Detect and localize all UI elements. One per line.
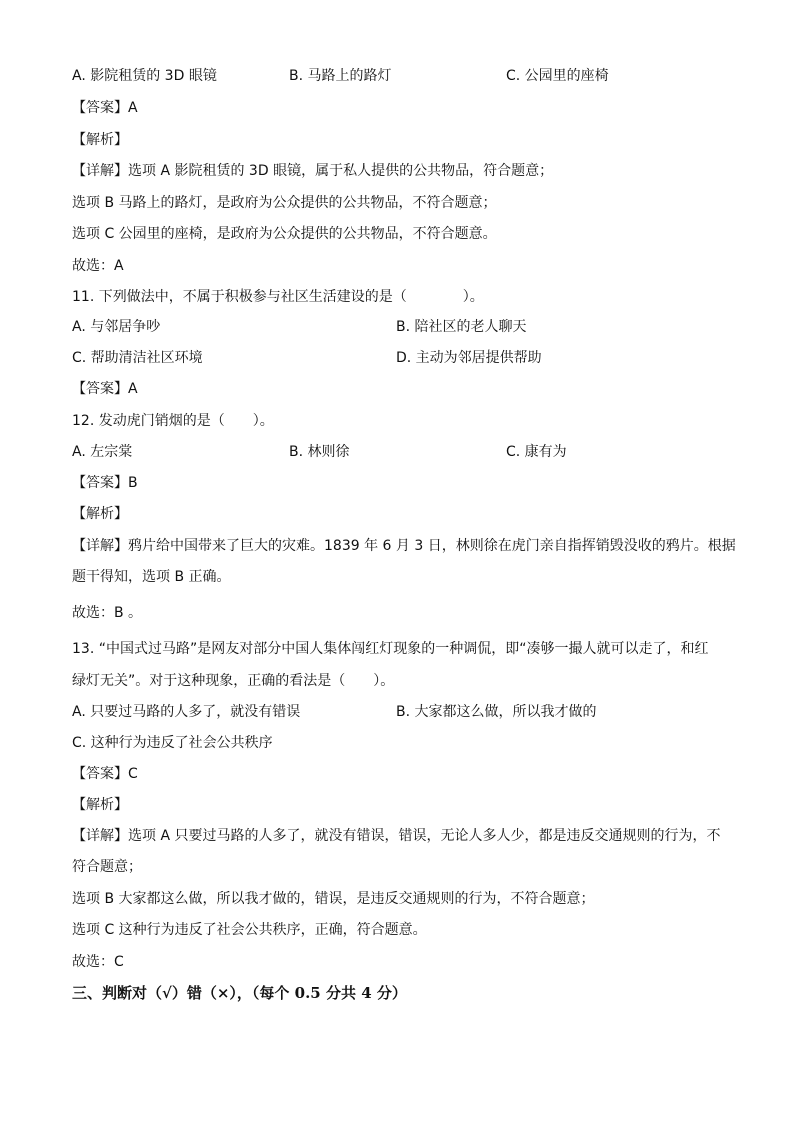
q10-option-b: B. 马路上的路灯 (289, 68, 392, 84)
q10-detail-line: 【详解】选项 A 影院租赁的 3D 眼镜，属于私人提供的公共物品，符合题意； (72, 163, 554, 179)
q12-question: 12. 发动虎门销烟的是（ ）。 (72, 413, 274, 429)
q11-question: 11. 下列做法中，不属于积极参与社区生活建设的是（ ）。 (72, 289, 484, 305)
q12-option-a: A. 左宗棠 (72, 444, 133, 460)
q10-conclusion: 故选：A (72, 258, 124, 274)
q13-conclusion: 故选：C (72, 954, 124, 970)
q13-option-b: B. 大家都这么做，所以我才做的 (396, 704, 597, 720)
q10-answer: 【答案】A (72, 100, 138, 116)
q13-option-a: A. 只要过马路的人多了，就没有错误 (72, 704, 301, 720)
q13-answer: 【答案】C (72, 766, 138, 782)
q13-detail-line: 选项 B 大家都这么做，所以我才做的，错误，是违反交通规则的行为，不符合题意； (72, 891, 595, 907)
q10-option-a: A. 影院租赁的 3D 眼镜 (72, 68, 217, 84)
q12-answer: 【答案】B (72, 475, 138, 491)
q12-detail-line: 【详解】鸦片给中国带来了巨大的灾难。1839 年 6 月 3 日，林则徐在虎门亲自指挥销毁没收的鸦片。根据 (72, 538, 736, 554)
q13-analysis-label: 【解析】 (72, 797, 128, 813)
q11-option-d: D. 主动为邻居提供帮助 (396, 350, 542, 366)
q13-option-c: C. 这种行为违反了社会公共秩序 (72, 735, 273, 751)
q11-option-a: A. 与邻居争吵 (72, 319, 161, 335)
q13-detail-line: 【详解】选项 A 只要过马路的人多了，就没有错误，错误，无论人多人少，都是违反交通规则的行为，不 (72, 828, 721, 844)
q11-answer: 【答案】A (72, 381, 138, 397)
q12-option-b: B. 林则徐 (289, 444, 350, 460)
q12-conclusion: 故选：B 。 (72, 605, 143, 621)
q12-analysis-label: 【解析】 (72, 506, 128, 522)
q13-question-line: 13. “中国式过马路”是网友对部分中国人集体闯红灯现象的一种调侃，即“凑够一撮人就可以走了，和红 (72, 641, 709, 657)
q13-detail-line: 选项 C 这种行为违反了社会公共秩序，正确，符合题意。 (72, 922, 427, 938)
q13-question-line: 绿灯无关”。对于这种现象，正确的看法是（ ）。 (72, 673, 395, 689)
q11-option-c: C. 帮助清洁社区环境 (72, 350, 203, 366)
q11-option-b: B. 陪社区的老人聊天 (396, 319, 527, 335)
section-heading: 三、判断对（√）错（×），（每个 0.5 分共 4 分） (72, 984, 407, 1002)
q10-option-c: C. 公园里的座椅 (506, 68, 609, 84)
q10-analysis-label: 【解析】 (72, 132, 128, 148)
q12-detail-line: 题干得知，选项 B 正确。 (72, 569, 231, 585)
q13-detail-line: 符合题意； (72, 859, 142, 875)
q12-option-c: C. 康有为 (506, 444, 567, 460)
q10-detail-line: 选项 C 公园里的座椅，是政府为公众提供的公共物品，不符合题意。 (72, 226, 497, 242)
q10-detail-line: 选项 B 马路上的路灯，是政府为公众提供的公共物品，不符合题意； (72, 195, 497, 211)
